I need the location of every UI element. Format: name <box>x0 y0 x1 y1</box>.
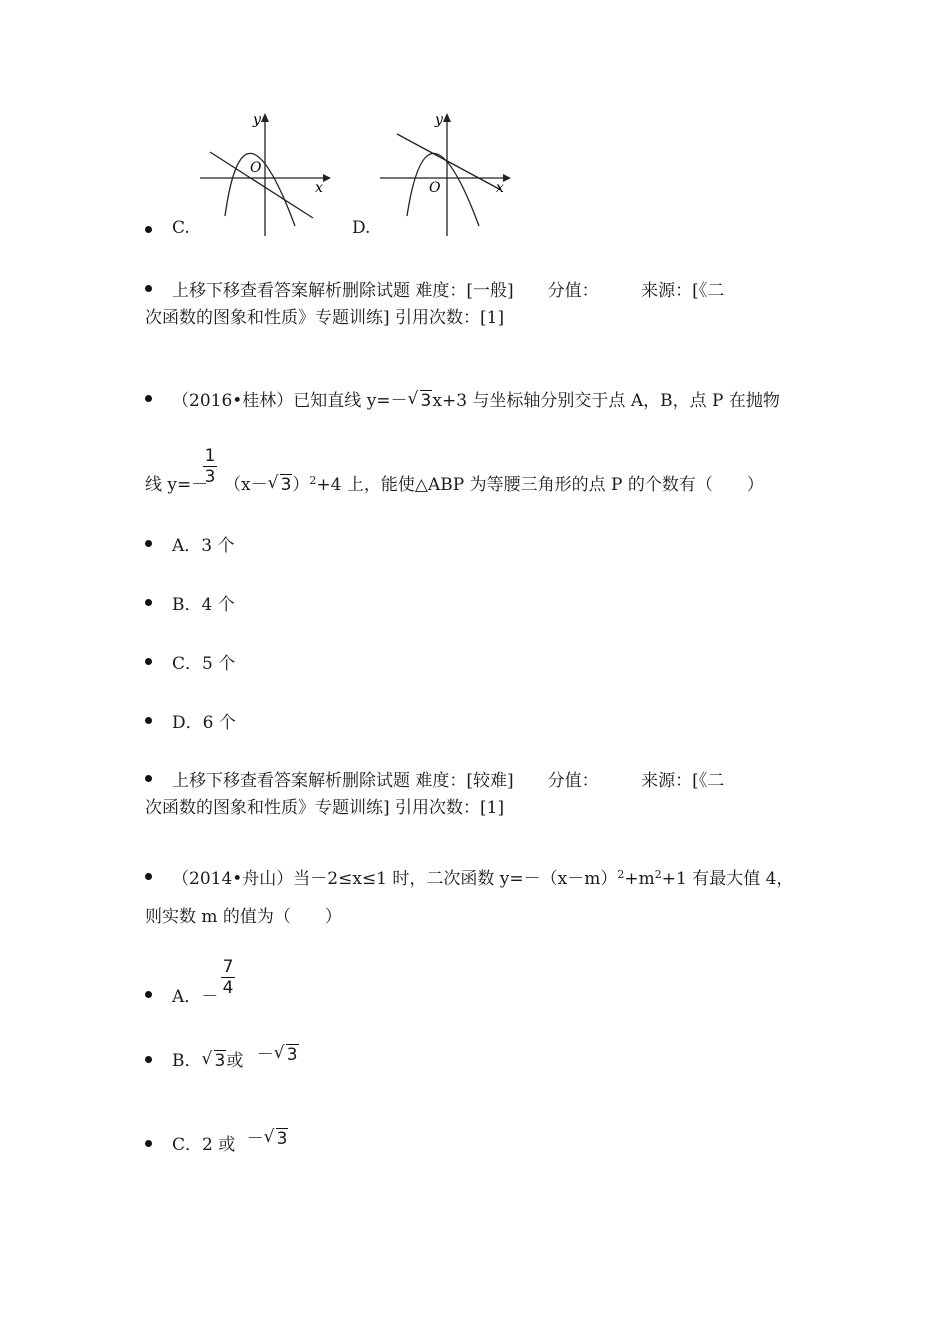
question-2-option-a[interactable]: A．－ <box>172 987 219 1007</box>
graph-c <box>195 108 335 238</box>
bullet <box>145 775 152 782</box>
question-meta-2-line1[interactable]: 上移下移查看答案解析删除试题 难度：[较难] 分值： 来源：[《二 <box>172 771 725 791</box>
y-axis-label: y <box>253 112 261 128</box>
graph-d <box>375 108 515 238</box>
x-axis-label: x <box>496 180 504 196</box>
question-1-option-a[interactable]: A．3 个 <box>172 536 235 556</box>
origin-label: O <box>429 180 441 196</box>
fraction-seven-fourths: 7 4 <box>222 957 234 998</box>
bullet <box>145 1140 152 1147</box>
question-1-line2-rest: （x－√ 3）$^2$+4 上，能使△ABP 为等腰三角形的点 P 的个数有（ ） <box>224 470 764 495</box>
question-meta-1-line2: 次函数的图象和性质》专题训练] 引用次数：[1] <box>145 308 505 328</box>
bullet <box>145 1056 152 1063</box>
bullet <box>145 540 152 547</box>
bullet <box>145 717 152 724</box>
question-1-option-c[interactable]: C．5 个 <box>172 654 236 674</box>
x-axis-label: x <box>315 180 323 196</box>
question-2-option-b[interactable]: B．√ 3或 －√ 3 <box>172 1046 299 1071</box>
question-meta-2-line2: 次函数的图象和性质》专题训练] 引用次数：[1] <box>145 798 505 818</box>
question-meta-1-line1[interactable]: 上移下移查看答案解析删除试题 难度：[一般] 分值： 来源：[《二 <box>172 281 725 301</box>
bullet <box>145 991 152 998</box>
question-1-option-b[interactable]: B．4 个 <box>172 595 235 615</box>
question-1-line2-start: 线 y=－ <box>145 475 209 495</box>
question-2-line2: 则实数 m 的值为（ ） <box>145 907 342 927</box>
origin-label: O <box>250 160 262 176</box>
question-2-option-c[interactable]: C．2 或 －√ 3 <box>172 1130 288 1155</box>
fraction-one-third: 1 3 <box>204 446 216 487</box>
bullet <box>145 658 152 665</box>
y-axis-label: y <box>435 112 443 128</box>
bullet <box>145 226 152 233</box>
question-2-line1: （2014•舟山）当－2≤x≤1 时，二次函数 $y=-(x-m)^2+m^2+1$ 有最大值 4， <box>172 868 794 889</box>
question-1-line1: （2016•桂林）已知直线 y=－√ 3x+3 与坐标轴分别交于点 A，B，点 P 在抛物 <box>172 386 780 411</box>
option-c-prev[interactable]: C. <box>172 218 190 238</box>
bullet <box>145 599 152 606</box>
question-1-option-d[interactable]: D．6 个 <box>172 713 236 733</box>
bullet <box>145 285 152 292</box>
option-d-prev[interactable]: D. <box>352 218 371 238</box>
bullet <box>145 395 152 402</box>
bullet <box>145 873 152 880</box>
